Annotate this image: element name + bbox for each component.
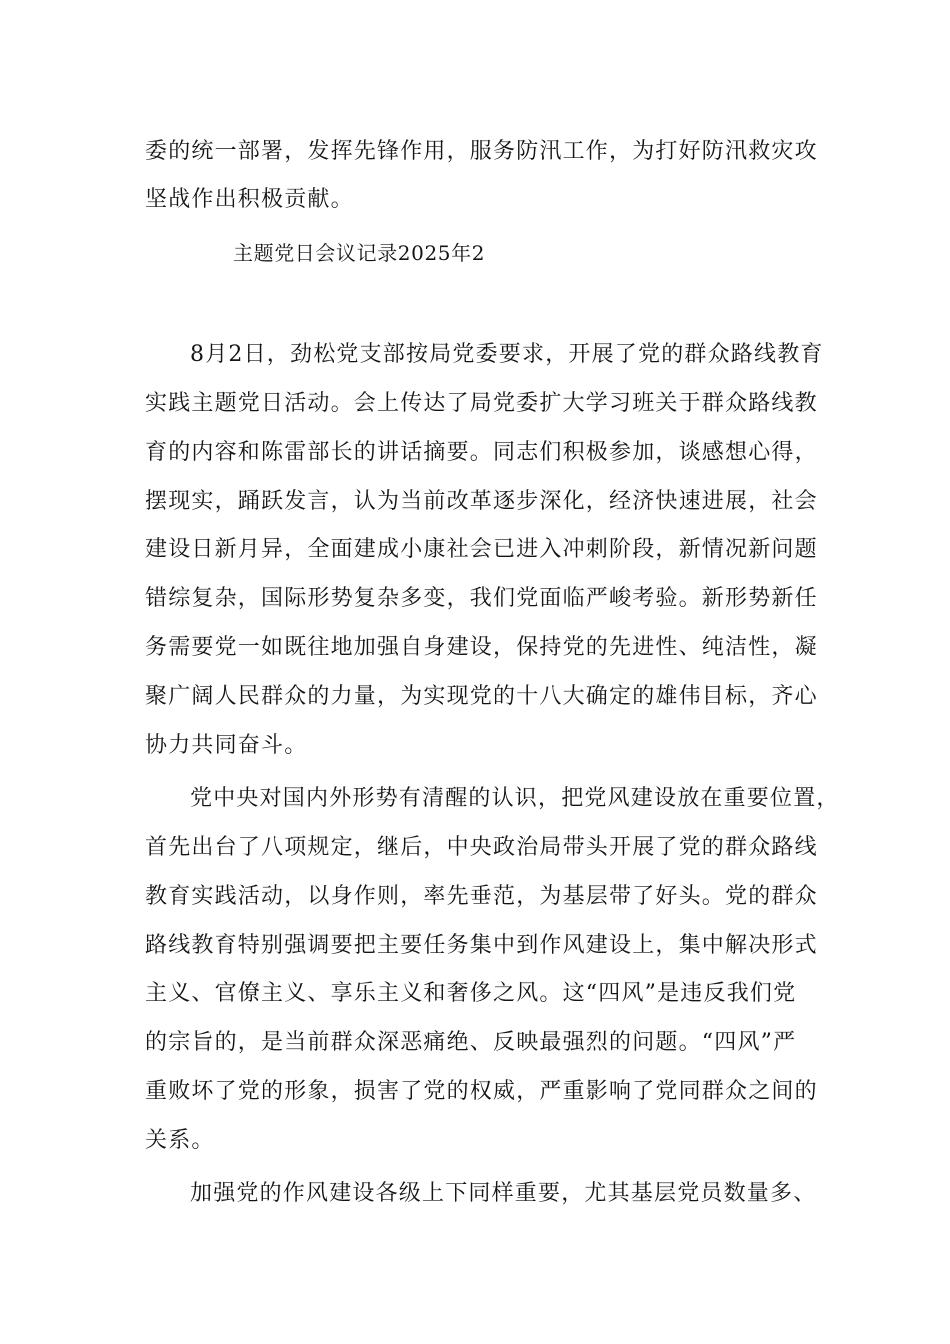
text-line: 务需要党一如既往地加强自身建设，保持党的先进性、纯洁性，凝 [145, 635, 818, 660]
text-line: 首先出台了八项规定，继后，中央政治局带头开展了党的群众路线 [145, 835, 818, 860]
text-line: 关系。 [145, 1128, 215, 1153]
text-line: 坚战作出积极贡献。 [145, 187, 354, 212]
text-line: 重败坏了党的形象，损害了党的权威，严重影响了党同群众之间的 [145, 1079, 818, 1104]
text-line: 主义、官僚主义、享乐主义和奢侈之风。这“四风”是违反我们党 [145, 981, 797, 1006]
text-line: 党中央对国内外形势有清醒的认识，把党风建设放在重要位置， [190, 786, 840, 811]
section-title: 主题党日会议记录2025年2 [233, 241, 486, 265]
text-line: 路线教育特别强调要把主要任务集中到作风建设上，集中解决形式 [145, 933, 818, 958]
text-line: 教育实践活动，以身作则，率先垂范，为基层带了好头。党的群众 [145, 884, 818, 909]
text-line: 摆现实，踊跃发言，认为当前改革逐步深化，经济快速进展，社会 [145, 489, 818, 514]
text-line: 委的统一部署，发挥先锋作用，服务防汛工作，为打好防汛救灾攻 [145, 139, 818, 164]
text-line: 8月2日，劲松党支部按局党委要求，开展了党的群众路线教育 [190, 342, 824, 367]
text-line: 协力共同奋斗。 [145, 733, 308, 758]
text-line: 聚广阔人民群众的力量，为实现党的十八大确定的雄伟目标，齐心 [145, 684, 818, 709]
text-line: 建设日新月异，全面建成小康社会已进入冲刺阶段，新情况新问题 [145, 537, 818, 562]
text-line: 加强党的作风建设各级上下同样重要，尤其基层党员数量多、 [190, 1181, 817, 1206]
text-line: 错综复杂，国际形势复杂多变，我们党面临严峻考验。新形势新任 [145, 586, 818, 611]
text-line: 的宗旨的，是当前群众深恶痛绝、反映最强烈的问题。“四风”严 [145, 1030, 797, 1055]
text-line: 实践主题党日活动。会上传达了局党委扩大学习班关于群众路线教 [145, 391, 818, 416]
text-line: 育的内容和陈雷部长的讲话摘要。同志们积极参加，谈感想心得， [145, 440, 818, 465]
